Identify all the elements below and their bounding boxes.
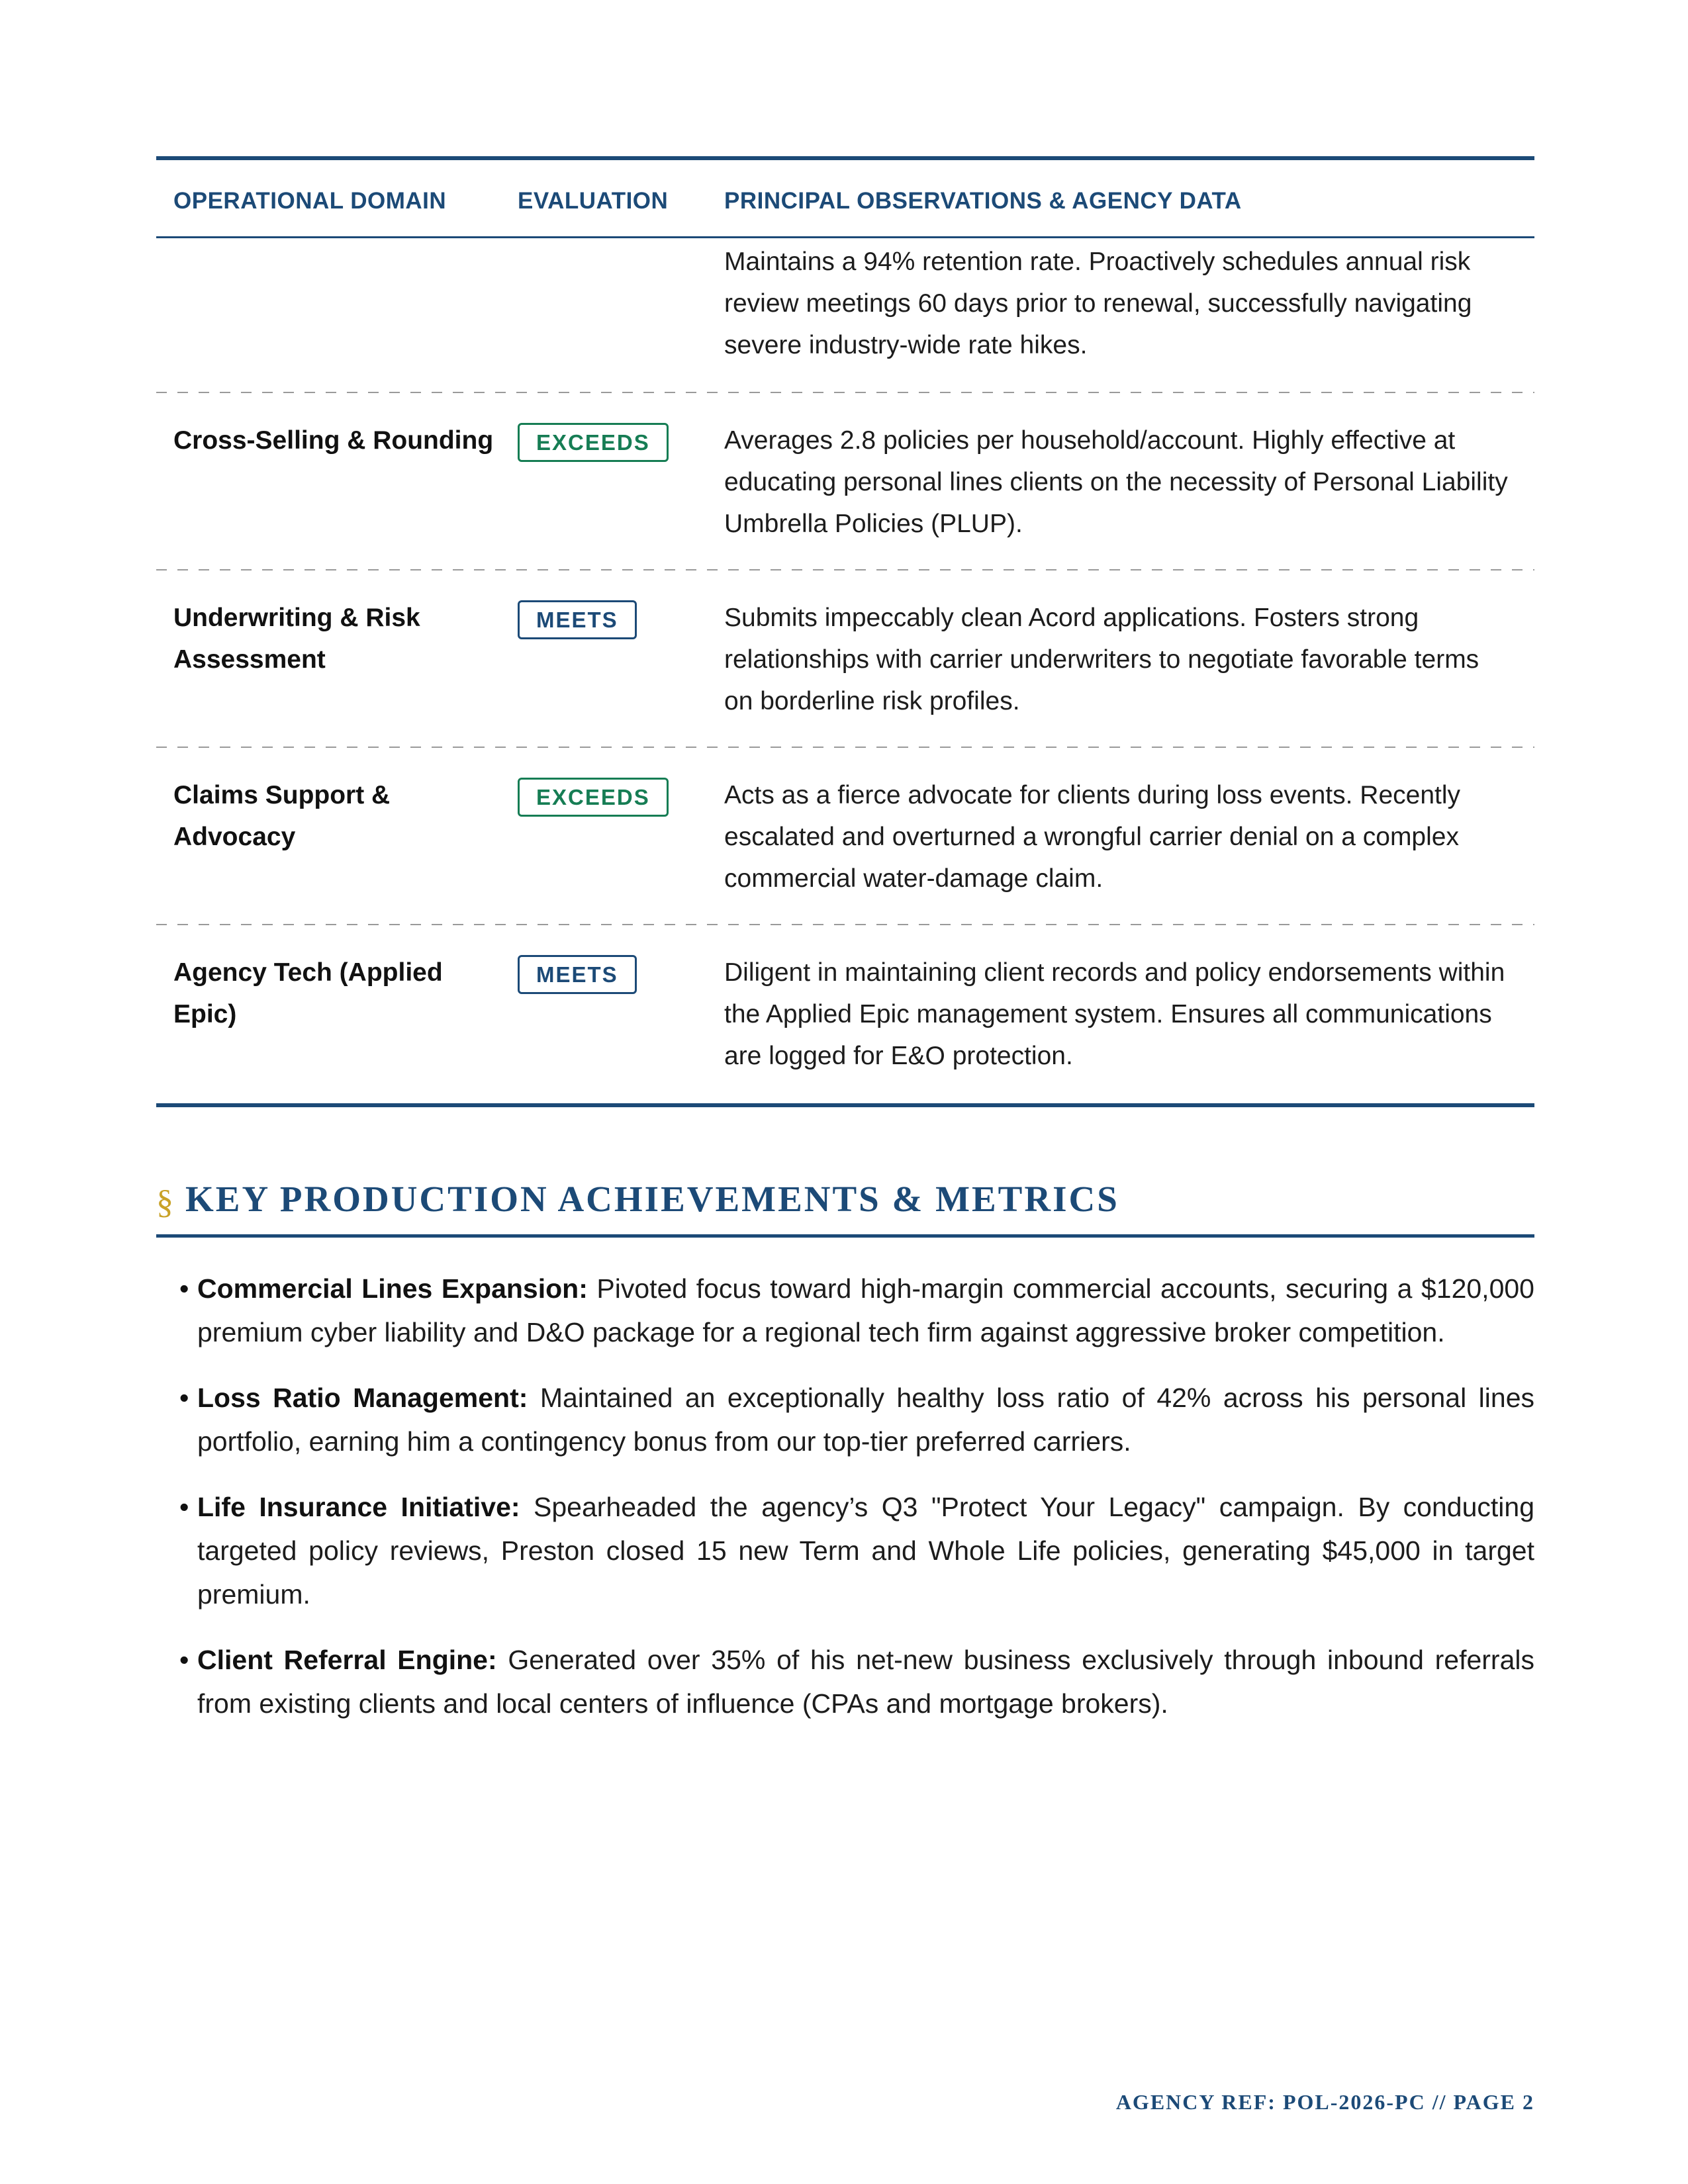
achievement-text: Maintained an exceptionally healthy loss ratio of 42% across his personal lines portfolio, earning him a contingency bonus from our top-tier preferred carriers. xyxy=(197,1383,1534,1457)
row-domain: Claims Support & Advocacy xyxy=(173,781,391,851)
achievement-text: Spearheaded the agency’s Q3 "Protect Your Legacy" campaign. By conducting targeted policy reviews, Preston closed 15 new Term and Whole Life policies, generating $45,000 in target premium. xyxy=(197,1492,1534,1610)
row-rating xyxy=(500,925,707,1103)
row-domain xyxy=(156,238,500,393)
list-item xyxy=(180,1485,1534,1616)
page-footer: AGENCY REF: POL-2026-PC // PAGE 2 xyxy=(1115,2090,1534,2114)
table-row xyxy=(156,748,1534,925)
section-mark-icon: § xyxy=(156,1183,173,1221)
section-title: KEY PRODUCTION ACHIEVEMENTS & METRICS xyxy=(185,1179,1119,1219)
status-badge: MEETS xyxy=(518,600,637,639)
table-row xyxy=(156,570,1534,748)
list-item xyxy=(180,1638,1534,1725)
bullet-icon: • xyxy=(179,1273,189,1304)
header-evaluation: EVALUATION xyxy=(518,188,669,214)
list-item xyxy=(180,1267,1534,1354)
bullet-icon: • xyxy=(179,1492,189,1522)
table-row xyxy=(156,925,1534,1103)
row-observation: Maintains a 94% retention rate. Proactively schedules annual risk review meetings 60 days prior to renewal, successfully navigating severe industry-wide rate hikes. xyxy=(724,248,1472,359)
list-item xyxy=(180,1376,1534,1463)
achievement-label: Loss Ratio Management: xyxy=(197,1383,528,1413)
row-observation: Submits impeccably clean Acord applications. Fosters strong relationships with carrier underwriters to negotiate favorable terms on borderline risk profiles. xyxy=(724,604,1479,715)
row-rating xyxy=(500,570,707,748)
header-operational-domain: OPERATIONAL DOMAIN xyxy=(173,188,447,214)
row-rating xyxy=(500,748,707,925)
table-row xyxy=(156,238,1534,393)
table-row xyxy=(156,393,1534,570)
bullet-icon: • xyxy=(179,1645,189,1675)
row-rating xyxy=(500,238,707,393)
row-observation: Diligent in maintaining client records and policy endorsements within the Applied Epic management system. Ensures all communications are logged for E&O protection. xyxy=(724,958,1505,1070)
status-badge: EXCEEDS xyxy=(518,778,669,817)
status-badge: MEETS xyxy=(518,955,637,994)
row-observation: Averages 2.8 policies per household/account. Highly effective at educating personal lines clients on the necessity of Personal Liability Umbrella Policies (PLUP). xyxy=(724,426,1508,538)
bullet-icon: • xyxy=(179,1383,189,1413)
achievement-label: Client Referral Engine: xyxy=(197,1645,497,1675)
header-observations: PRINCIPAL OBSERVATIONS & AGENCY DATA xyxy=(724,188,1242,214)
evaluation-table xyxy=(156,156,1534,1107)
achievements-list xyxy=(156,1267,1534,1725)
table-header xyxy=(156,160,1534,238)
achievement-label: Life Insurance Initiative: xyxy=(197,1492,520,1522)
achievement-text: Generated over 35% of his net-new business exclusively through inbound referrals from existing clients and local centers of influence (CPAs and mortgage brokers). xyxy=(197,1645,1534,1719)
row-domain: Agency Tech (Applied Epic) xyxy=(173,958,443,1028)
row-domain: Cross-Selling & Rounding xyxy=(173,426,494,455)
row-observation: Acts as a fierce advocate for clients during loss events. Recently escalated and overturned a wrongful carrier denial on a complex commercial water-damage claim. xyxy=(724,781,1461,893)
status-badge: EXCEEDS xyxy=(518,423,669,462)
achievement-label: Commercial Lines Expansion: xyxy=(197,1273,588,1304)
row-rating xyxy=(500,393,707,570)
row-domain: Underwriting & Risk Assessment xyxy=(173,604,420,674)
document-page xyxy=(156,156,1534,1747)
achievement-text: Pivoted focus toward high-margin commercial accounts, securing a $120,000 premium cyber liability and D&O package for a regional tech firm against aggressive broker competition. xyxy=(197,1273,1534,1347)
section-heading xyxy=(156,1176,1534,1238)
